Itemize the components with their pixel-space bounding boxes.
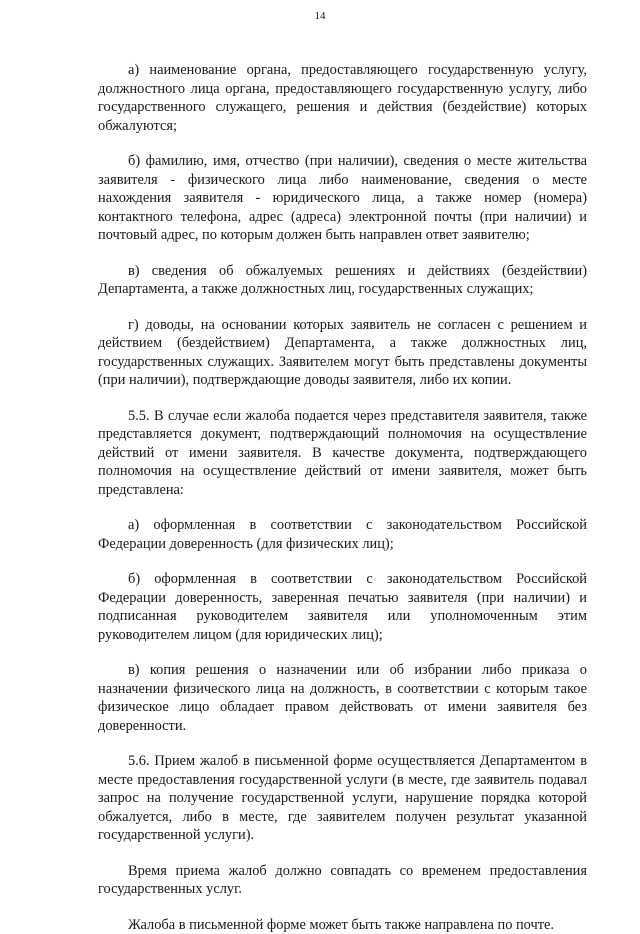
paragraph-5-5: 5.5. В случае если жалоба подается через представителя заявителя, также представляется документ, подтверждающий полномочия на осуществление действий от имени заявителя. В качестве документа, подтверждающего полномочия на осуществление действий от имени заявителя, может быть представлена: [98,407,587,500]
page-number: 14 [0,9,640,23]
paragraph-a-power-of-attorney-individuals: а) оформленная в соответствии с законодательством Российской Федерации доверенность (для физических лиц); [98,516,587,553]
paragraph-a-authority: а) наименование органа, предоставляющего государственную услугу, должностного лица органа, предоставляющего государственную услугу, либо государственного служащего, решения и действия (бездействие) которых обжалуются; [98,61,587,135]
paragraph-v-appointment-copy: в) копия решения о назначении или об избрании либо приказа о назначении физического лица на должность, в соответствии с которым такое физическое лицо обладает правом действовать от имени заявителя без доверенности. [98,661,587,735]
paragraph-b-applicant-info: б) фамилию, имя, отчество (при наличии), сведения о месте жительства заявителя - физического лица либо наименование, сведения о месте нахождения заявителя - юридического лица, а также номер (номера) контактного телефона, адрес (адреса) электронной почты (при наличии) и почтовый адрес, по которым должен быть направлен ответ заявителю; [98,152,587,245]
paragraph-v-appealed-decisions: в) сведения об обжалуемых решениях и действиях (бездействии) Департамента, а также должностных лиц, государственных служащих; [98,262,587,299]
paragraph-reception-time: Время приема жалоб должно совпадать со временем предоставления государственных услуг. [98,862,587,899]
paragraph-b-power-of-attorney-legal-entities: б) оформленная в соответствии с законодательством Российской Федерации доверенность, заверенная печатью заявителя (при наличии) и подписанная руководителем заявителя или уполномоченным этим руководителем лицом (для юридических лиц); [98,570,587,644]
document-body [98,61,587,934]
paragraph-g-arguments: г) доводы, на основании которых заявитель не согласен с решением и действием (бездействием) Департамента, а также должностных лиц, государственных служащих. Заявителем могут быть представлены документы (при наличии), подтверждающие доводы заявителя, либо их копии. [98,316,587,390]
paragraph-5-6: 5.6. Прием жалоб в письменной форме осуществляется Департаментом в месте предоставления государственной услуги (в месте, где заявитель подавал запрос на получение государственной услуги, нарушение порядка которой обжалуется, либо в месте, где заявителем получен результат указанной государственной услуги). [98,752,587,845]
paragraph-by-mail: Жалоба в письменной форме может быть также направлена по почте. [98,916,587,934]
